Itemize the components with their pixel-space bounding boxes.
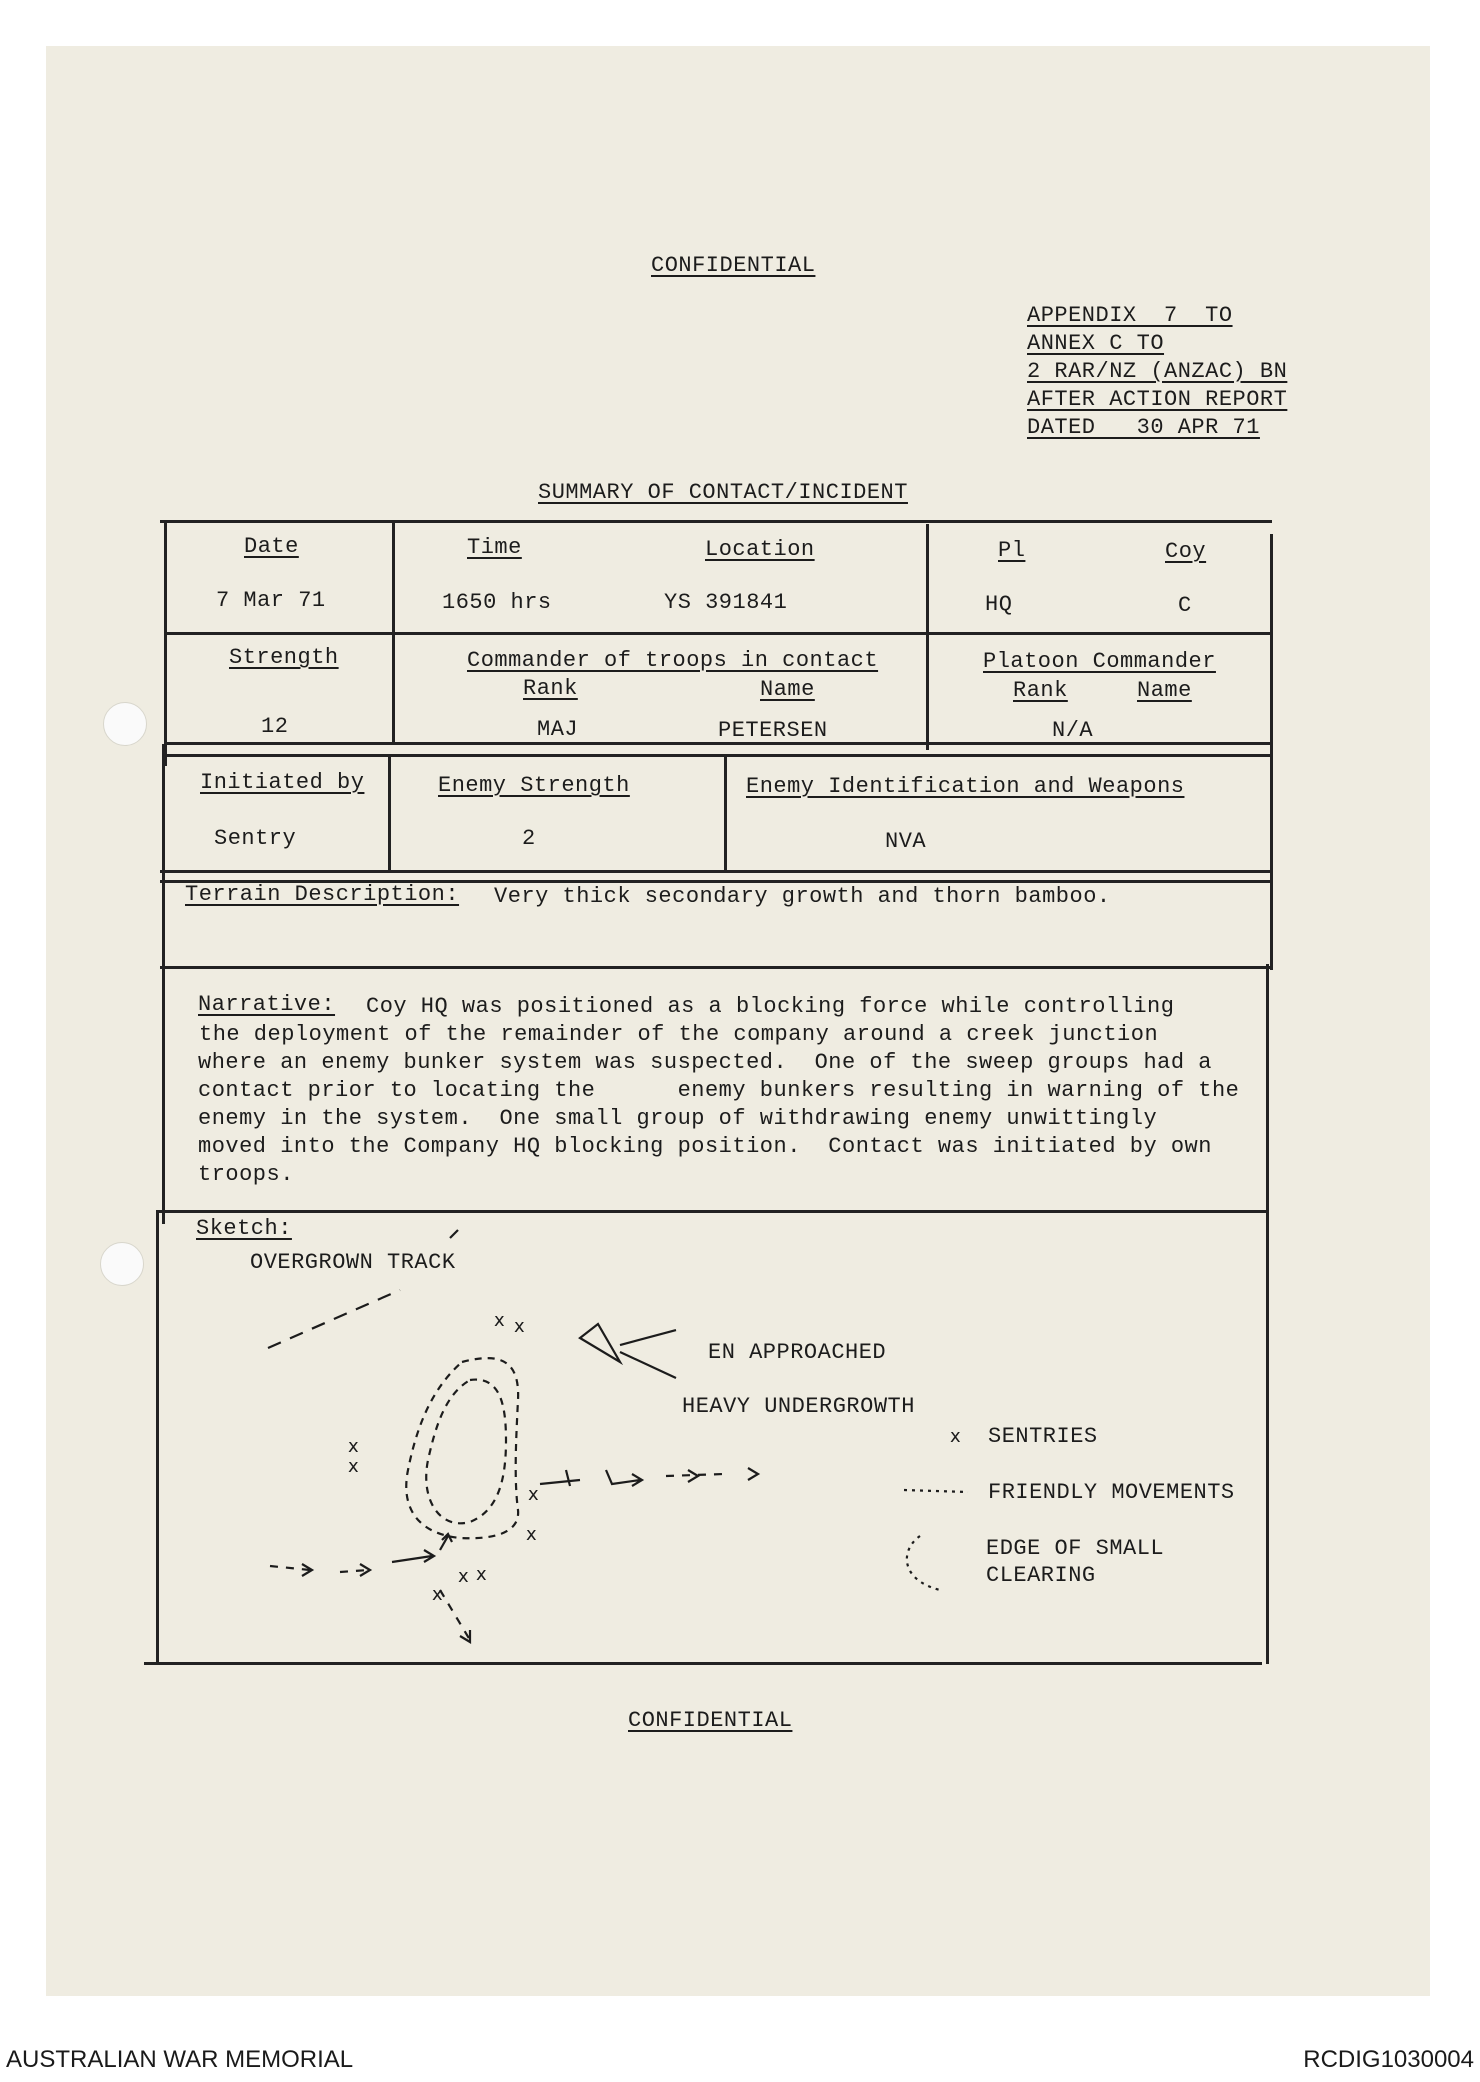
narrative-line: contact prior to locating the enemy bunkers resulting in warning of the: [198, 1078, 1240, 1103]
legend-friendly: FRIENDLY MOVEMENTS: [988, 1480, 1235, 1505]
appendix-line: DATED 30 APR 71: [1027, 415, 1260, 440]
narrative-line: moved into the Company HQ blocking position. Contact was initiated by own: [198, 1134, 1212, 1159]
terrain-value: Very thick secondary growth and thorn bamboo.: [494, 884, 1111, 909]
location-label: Location: [705, 537, 815, 562]
table-rule: [158, 1210, 1268, 1213]
pl-label: Pl: [998, 538, 1026, 563]
table-rule: [392, 522, 395, 744]
commander-label: Commander of troops in contact: [467, 648, 879, 673]
table-rule: [164, 632, 1272, 635]
date-value: 7 Mar 71: [216, 588, 326, 613]
appendix-line: 2 RAR/NZ (ANZAC) BN: [1027, 359, 1288, 384]
table-rule: [1266, 964, 1269, 1664]
sentry-mark: x: [348, 1456, 359, 1477]
sketch-track-label: OVERGROWN TRACK: [250, 1250, 456, 1275]
sketch-en-approached: EN APPROACHED: [708, 1340, 887, 1365]
form-title: SUMMARY OF CONTACT/INCIDENT: [538, 480, 908, 505]
enemy-id-label: Enemy Identification and Weapons: [746, 774, 1185, 799]
legend-clearing-2: CLEARING: [986, 1563, 1096, 1588]
classification-bottom: CONFIDENTIAL: [628, 1708, 793, 1733]
appendix-block: [1027, 302, 1287, 442]
narrative-line: where an enemy bunker system was suspected. One of the sweep groups had a: [198, 1050, 1212, 1075]
classification-top: CONFIDENTIAL: [651, 253, 816, 278]
strength-value: 12: [261, 714, 289, 739]
narrative-label: Narrative:: [198, 992, 336, 1017]
sentry-mark: x: [526, 1524, 537, 1545]
pc-value: N/A: [1052, 718, 1094, 743]
punch-hole-bottom: [100, 1242, 144, 1286]
table-rule: [164, 742, 1270, 745]
appendix-line: AFTER ACTION REPORT: [1027, 387, 1288, 412]
table-rule: [164, 520, 167, 766]
enemy-strength-value: 2: [522, 826, 536, 851]
strength-label: Strength: [229, 645, 339, 670]
table-rule: [926, 524, 929, 750]
sentry-mark: x: [348, 1436, 359, 1457]
table-rule: [160, 966, 1270, 969]
platoon-commander-label: Platoon Commander: [983, 649, 1216, 674]
appendix-line: APPENDIX 7 TO: [1027, 303, 1233, 328]
commander-name-value: PETERSEN: [718, 718, 828, 743]
sentry-mark: x: [528, 1484, 539, 1505]
table-rule: [144, 1662, 1262, 1665]
table-rule: [388, 754, 391, 870]
sketch-label: Sketch:: [196, 1216, 292, 1241]
coy-label: Coy: [1165, 539, 1207, 564]
initiated-label: Initiated by: [200, 770, 365, 795]
sentry-mark: x: [494, 1310, 505, 1331]
terrain-label: Terrain Description:: [185, 882, 460, 907]
table-rule: [160, 520, 1272, 523]
sentry-mark: x: [476, 1564, 487, 1585]
pl-value: HQ: [985, 592, 1013, 617]
sentry-mark: x: [514, 1316, 525, 1337]
commander-rank-value: MAJ: [537, 717, 579, 742]
location-value: YS 391841: [664, 590, 788, 615]
sentry-mark: x: [432, 1584, 443, 1605]
enemy-strength-label: Enemy Strength: [438, 773, 630, 798]
legend-sentry-mark: x: [950, 1426, 961, 1447]
enemy-id-value: NVA: [885, 829, 927, 854]
narrative-line: troops.: [198, 1162, 294, 1187]
pc-rank-label: Rank: [1013, 678, 1068, 703]
table-rule: [160, 870, 1270, 873]
narrative-line: Coy HQ was positioned as a blocking force while controlling: [366, 994, 1175, 1019]
sentry-mark: x: [458, 1566, 469, 1587]
initiated-value: Sentry: [214, 826, 297, 851]
pc-name-label: Name: [1137, 678, 1192, 703]
sketch-undergrowth: HEAVY UNDERGROWTH: [682, 1394, 915, 1419]
appendix-line: ANNEX C TO: [1027, 331, 1165, 356]
narrative-line: the deployment of the remainder of the company around a creek junction: [199, 1022, 1159, 1047]
table-rule: [162, 744, 165, 1224]
narrative-line: enemy in the system. One small group of withdrawing enemy unwittingly: [198, 1106, 1158, 1131]
punch-hole-top: [103, 702, 147, 746]
table-rule: [162, 754, 1270, 757]
commander-rank-label: Rank: [523, 676, 578, 701]
table-rule: [724, 754, 727, 870]
footer-reference: RCDIG1030004: [1303, 2046, 1474, 2073]
table-rule: [1270, 534, 1273, 970]
time-label: Time: [467, 535, 522, 560]
commander-name-label: Name: [760, 677, 815, 702]
legend-sentries: SENTRIES: [988, 1424, 1098, 1449]
coy-value: C: [1178, 593, 1192, 618]
date-label: Date: [244, 534, 299, 559]
footer-credit: AUSTRALIAN WAR MEMORIAL: [6, 2046, 354, 2073]
time-value: 1650 hrs: [442, 590, 552, 615]
legend-clearing-1: EDGE OF SMALL: [986, 1536, 1165, 1561]
table-rule: [156, 1210, 159, 1662]
